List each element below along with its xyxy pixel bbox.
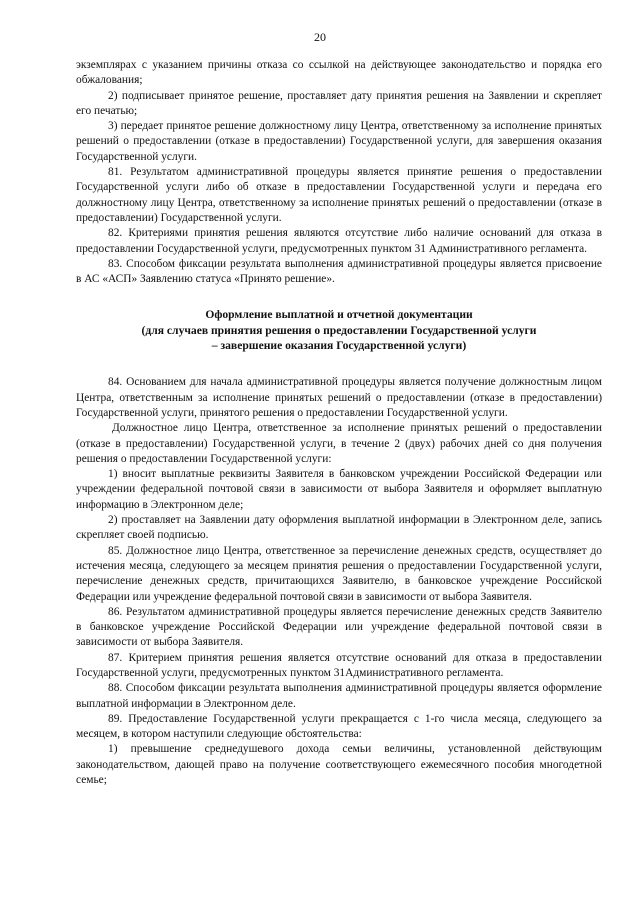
- paragraph-duty-1: 1) вносит выплатные реквизиты Заявителя в банковском учреждении Российской Федерации или учреждении федеральной почтовой связи в зависимости от выбора Заявителя и оформляет выплатную информацию в Электронном деле;: [76, 468, 602, 511]
- paragraph-item-3: 3) передает принятое решение должностному лицу Центра, ответственному за исполнение принятых решений о предоставлении (отказе в предоставлении) Государственной услуги, для завершения оказания Государственной услуги.: [76, 120, 602, 163]
- section-heading: [76, 307, 602, 353]
- page-number: 20: [314, 30, 326, 44]
- paragraph-86: 86. Результатом административной процедуры является перечисление денежных средств Заявителю в банковское учреждение Российской Федерации или учреждение федеральной почтовой связи в зависимости от выбора Заявителя.: [76, 605, 602, 649]
- section-heading-line-1: Оформление выплатной и отчетной документации: [205, 308, 473, 322]
- paragraph-82: 82. Критериями принятия решения являются отсутствие либо наличие оснований для отказа в предоставлении Государственной услуги, предусмотренных пунктом 31 Административного регламента.: [76, 227, 602, 255]
- paragraph-81: 81. Результатом административной процедуры является принятие решения о предоставлении Государственной услуги либо об отказе в предоставлении Государственной услуги и передача его должностному лицу Центра, ответственному за исполнение принятых решений о предоставлении (отказе в предоставлении) Государственной услуги.: [76, 166, 602, 224]
- document-body: [76, 58, 602, 788]
- section-heading-line-3: – завершение оказания Государственной услуги): [211, 339, 467, 353]
- paragraph-duty-2: 2) проставляет на Заявлении дату оформления выплатной информации в Электронном деле, запись скрепляет своей подписью.: [76, 514, 602, 542]
- paragraph-87: 87. Критерием принятия решения является отсутствие оснований для отказа в предоставлении Государственной услуги, предусмотренных пунктом 31Административного регламента.: [76, 651, 602, 679]
- paragraph-85: 85. Должностное лицо Центра, ответственное за перечисление денежных средств, осуществляет до истечения месяца, следующего за месяцем принятия решения о предоставлении Государственной услуги, перечисление денежных средств, причитающихся Заявителю, в банковское учреждение Российской Федерации или учреждение федеральной почтовой связи в зависимости от выбора Заявителя.: [76, 544, 602, 603]
- paragraph-89: 89. Предоставление Государственной услуги прекращается с 1-го числа месяца, следующего за месяцем, в котором наступили следующие обстоятельства:: [76, 712, 602, 741]
- paragraph-continuation: экземплярах с указанием причины отказа со ссылкой на действующее законодательство и порядка его обжалования;: [76, 59, 602, 87]
- paragraph-84: 84. Основанием для начала административной процедуры является получение должностным лицом Центра, ответственным за исполнение принятых решений о предоставлении (отказе в предоставлении) Государственной услуги, принятого решения о предоставлении Государственной услуги.: [76, 376, 602, 419]
- section-heading-line-2: (для случаев принятия решения о предоставлении Государственной услуги: [141, 323, 537, 337]
- paragraph-83: 83. Способом фиксации результата выполнения административной процедуры является присвоение в АС «АСП» Заявлению статуса «Принято решение».: [76, 257, 602, 286]
- paragraph-89-item-1: 1) превышение среднедушевого дохода семьи величины, установленной действующим законодательством, дающей право на получение соответствующего ежемесячного пособия многодетной семье;: [76, 743, 602, 787]
- paragraph-88: 88. Способом фиксации результата выполнения административной процедуры является оформление выплатной информации в Электронном деле.: [76, 682, 602, 710]
- paragraph-item-2: 2) подписывает принятое решение, проставляет дату принятия решения на Заявлении и скрепляет его печатью;: [76, 89, 602, 117]
- paragraph-official-duties: Должностное лицо Центра, ответственное за исполнение принятых решений о предоставлении (отказе в предоставлении) Государственной услуги, в течение 2 (двух) рабочих дней со дня получения решения о предоставлении Государственной услуги:: [76, 422, 602, 465]
